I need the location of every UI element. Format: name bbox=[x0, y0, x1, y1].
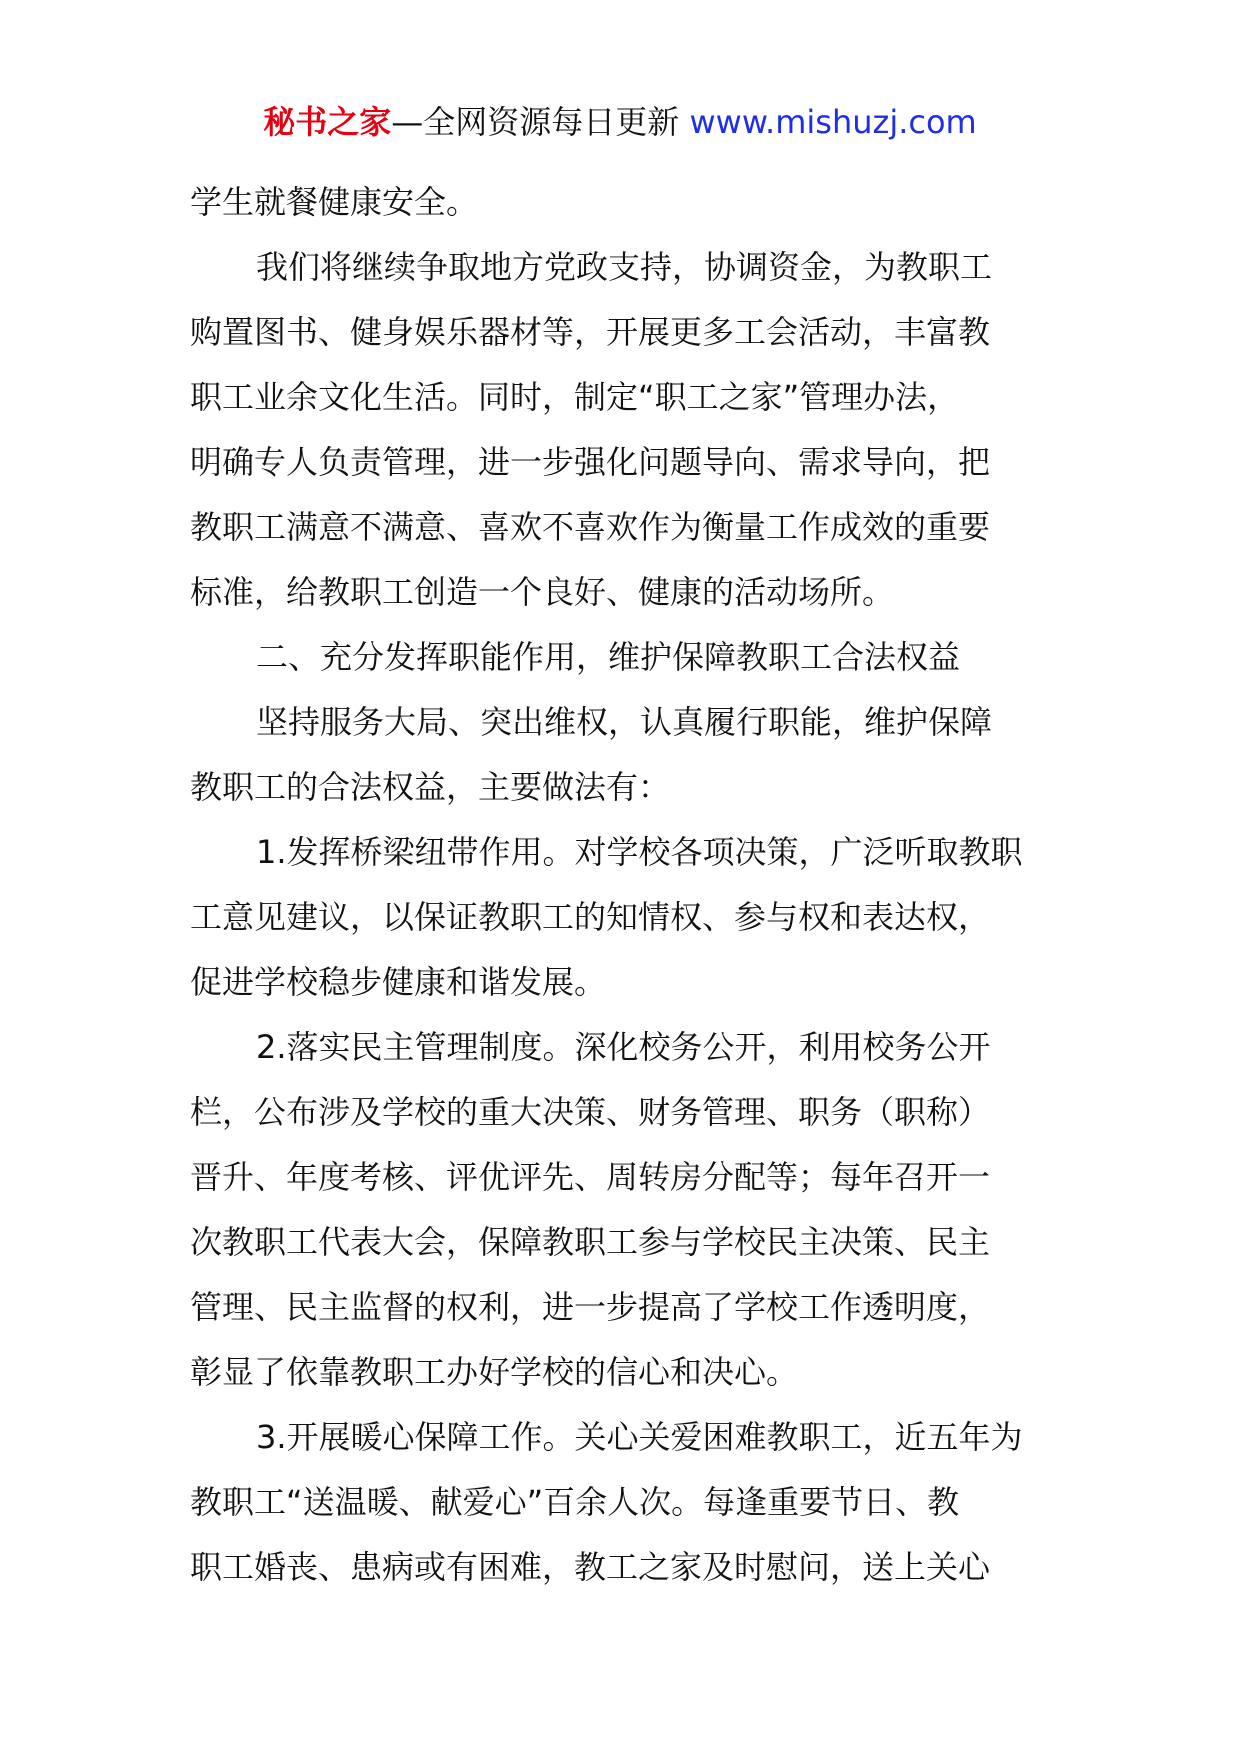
text-line: 职工婚丧、患病或有困难，教工之家及时慰问，送上关心 bbox=[190, 1548, 991, 1586]
paragraph-start: 3.开展暖心保障工作。关心关爱困难教职工，近五年为 bbox=[256, 1418, 1023, 1456]
paragraph-start: 我们将继续争取地方党政支持，协调资金，为教职工 bbox=[256, 248, 993, 286]
text-line: 晋升、年度考核、评优评先、周转房分配等；每年召开一 bbox=[190, 1158, 991, 1196]
text-line: 促进学校稳步健康和谐发展。 bbox=[190, 963, 607, 1001]
brand-name: 秘书之家 bbox=[263, 103, 392, 141]
site-url: www.mishuzj.com bbox=[689, 103, 977, 141]
text-line: 栏，公布涉及学校的重大决策、财务管理、职务（职称） bbox=[190, 1093, 991, 1131]
text-line: 购置图书、健身娱乐器材等，开展更多工会活动，丰富教 bbox=[190, 313, 991, 351]
paragraph-start: 坚持服务大局、突出维权，认真履行职能，维护保障 bbox=[256, 703, 993, 741]
header-tagline: —全网资源每日更新 bbox=[391, 103, 690, 141]
text-line: 明确专人负责管理，进一步强化问题导向、需求导向，把 bbox=[190, 443, 991, 481]
text-line: 学生就餐健康安全。 bbox=[190, 183, 479, 221]
watermark-header bbox=[0, 100, 1240, 144]
section-heading: 二、充分发挥职能作用，维护保障教职工合法权益 bbox=[256, 638, 961, 676]
text-line: 工意见建议，以保证教职工的知情权、参与权和表达权， bbox=[190, 898, 991, 936]
paragraph-start: 2.落实民主管理制度。深化校务公开，利用校务公开 bbox=[256, 1028, 991, 1066]
text-line: 教职工“送温暖、献爱心”百余人次。每逢重要节日、教 bbox=[190, 1483, 960, 1521]
paragraph-start: 1.发挥桥梁纽带作用。对学校各项决策，广泛听取教职 bbox=[256, 833, 1023, 871]
text-line: 管理、民主监督的权利，进一步提高了学校工作透明度， bbox=[190, 1288, 991, 1326]
text-line: 教职工满意不满意、喜欢不喜欢作为衡量工作成效的重要 bbox=[190, 508, 991, 546]
text-line: 标准，给教职工创造一个良好、健康的活动场所。 bbox=[190, 573, 895, 611]
document-body bbox=[190, 170, 1060, 1600]
text-line: 职工业余文化生活。同时，制定“职工之家”管理办法， bbox=[190, 378, 960, 416]
text-line: 教职工的合法权益，主要做法有： bbox=[190, 768, 671, 806]
text-line: 次教职工代表大会，保障教职工参与学校民主决策、民主 bbox=[190, 1223, 991, 1261]
text-line: 彰显了依靠教职工办好学校的信心和决心。 bbox=[190, 1353, 799, 1391]
